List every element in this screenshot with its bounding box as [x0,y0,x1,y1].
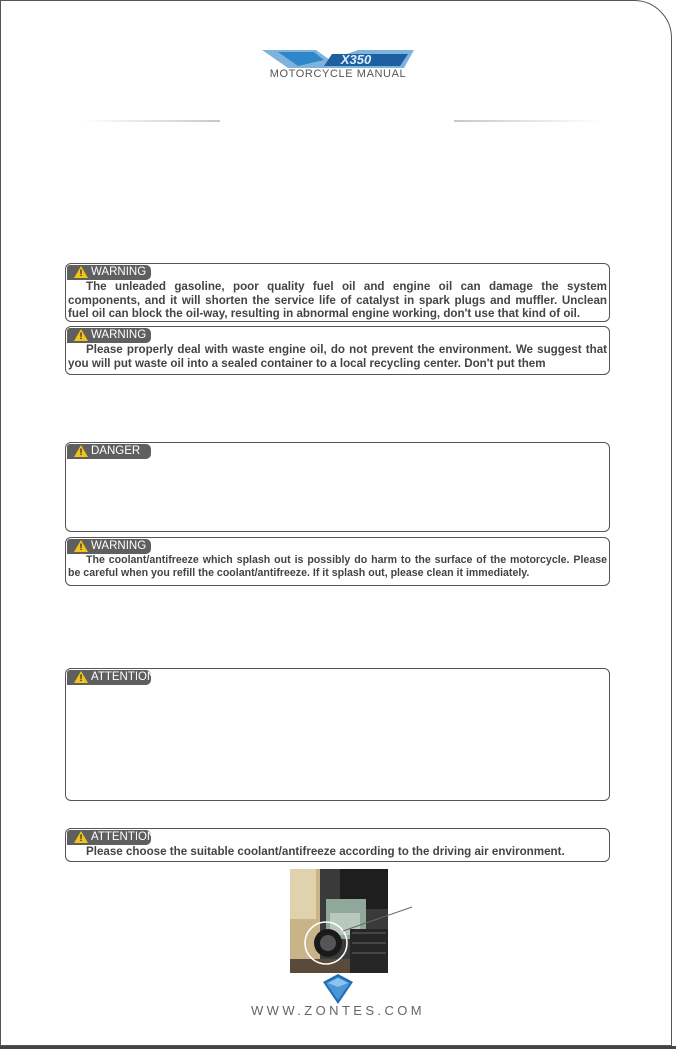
box-text: The coolant/antifreeze which splash out is possibly do harm to the surface of the motorcycle. Please be careful when you refill the coolant/antifreeze. If it splash out, please clean it immediately. [68,554,607,579]
header-rule-left [80,120,220,122]
warning-tag [67,265,151,280]
logo-text: X350 [340,52,372,67]
attention-tag [67,670,156,685]
exclamation-icon: ! [79,447,83,457]
attention-box-coolant-choice [65,828,610,862]
warning-tag [67,328,151,343]
tag-label: WARNING [91,540,147,552]
box-text: The unleaded gasoline, poor quality fuel oil and engine oil can damage the system components, and it will shorten the service life of catalyst in spark plugs and muffler. Unclean fuel oil can block the oil-way, resulting in abnormal engine working, don't use that kind of oil. [68,280,607,320]
exclamation-icon: ! [79,673,83,683]
exclamation-icon: ! [79,268,83,278]
box-text: Please properly deal with waste engine oil, do not prevent the environment. We suggest that you will put waste oil into a sealed container to a local recycling center. Don't put them [68,343,607,370]
tag-label: ATTENTION [91,671,156,683]
exclamation-icon: ! [79,833,83,843]
danger-box [65,442,610,532]
zontes-shield-icon [321,973,355,1005]
attention-tag [67,830,156,845]
warning-tag [67,539,151,554]
danger-tag [67,444,151,459]
bottom-rule [0,1046,676,1049]
tag-label: WARNING [91,266,147,278]
warning-box-waste-oil [65,326,610,375]
box-text: Please choose the suitable coolant/antifreeze according to the driving air environment. [86,845,565,858]
tag-label: DANGER [91,445,141,457]
exclamation-icon: ! [79,331,83,341]
cap-callout [290,869,430,979]
website-url: WWW.ZONTES.COM [251,1003,425,1018]
manual-subtitle: MOTORCYCLE MANUAL [269,68,407,80]
tag-label: WARNING [91,329,147,341]
callout-circle [305,922,347,964]
exclamation-icon: ! [79,542,83,552]
attention-box-empty [65,668,610,801]
warning-box-coolant [65,537,610,586]
warning-box-fuel [65,263,610,322]
tag-label: ATTENTION [91,831,156,843]
header-rule-right [454,120,602,122]
callout-line [343,907,412,931]
